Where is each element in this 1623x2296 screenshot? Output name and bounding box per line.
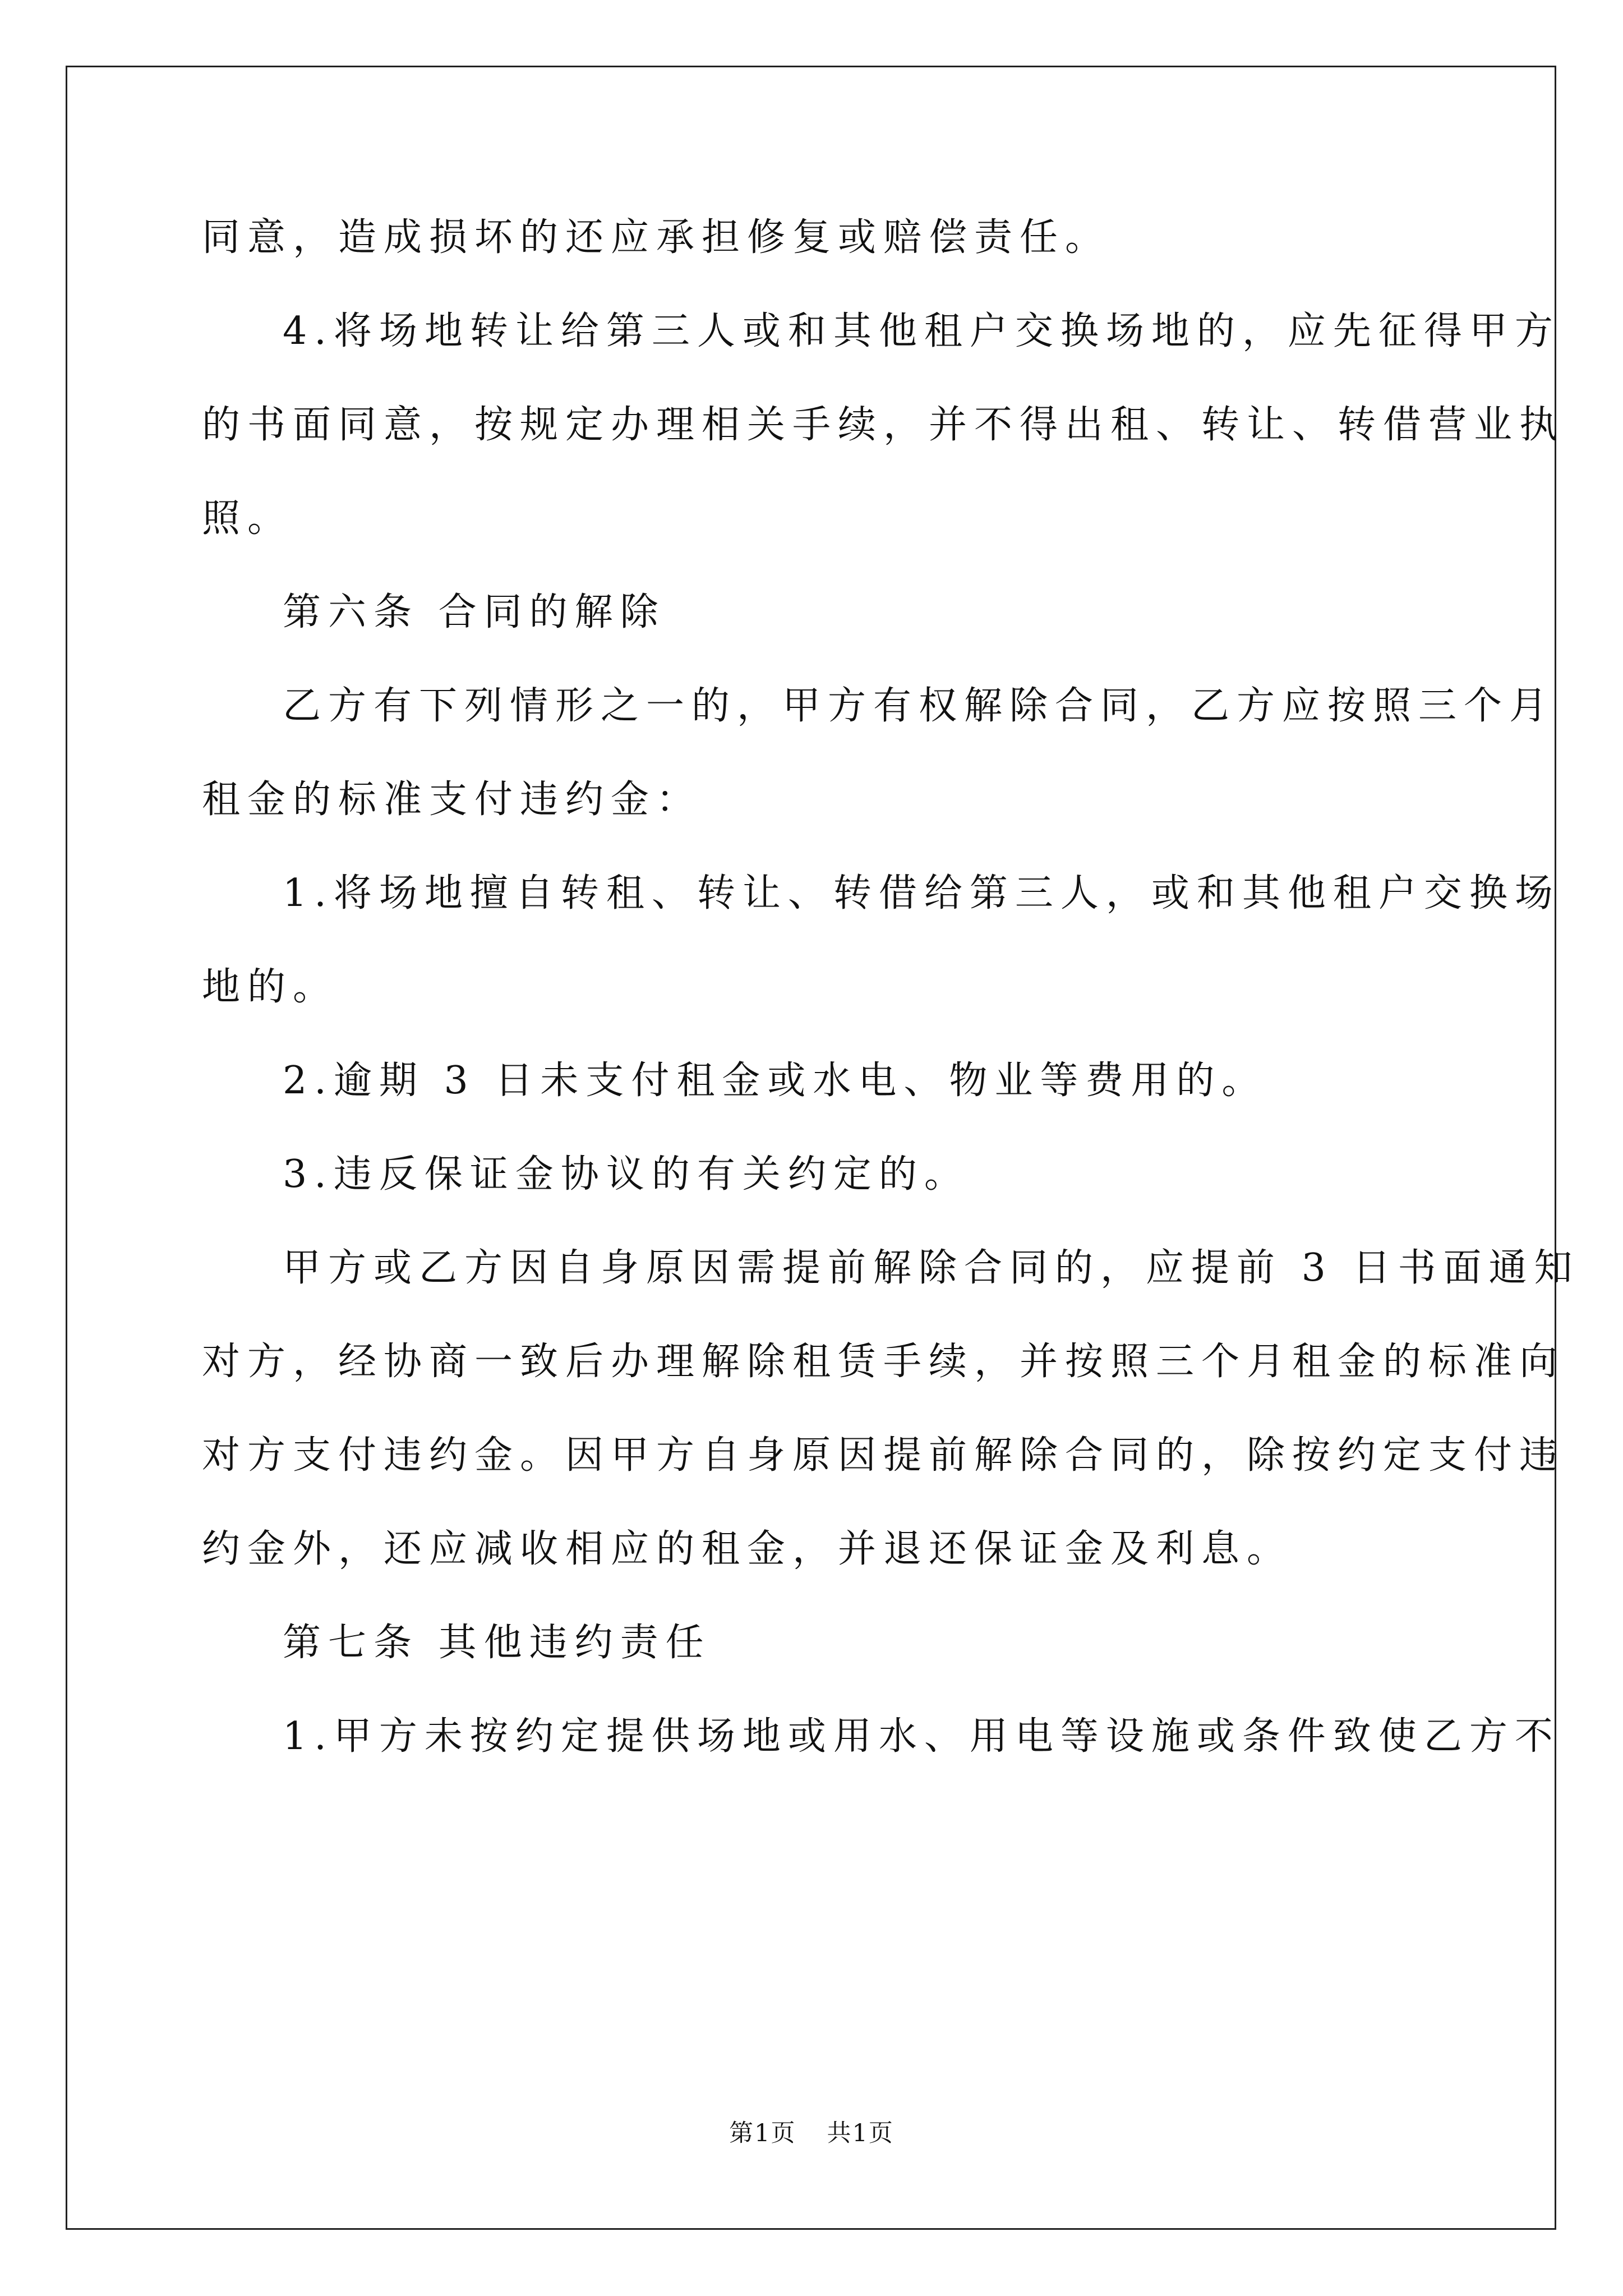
text-line: 地的。 (202, 965, 339, 1009)
text-line: 的书面同意，按规定办理相关手续，并不得出租、转让、转借营业执 (202, 403, 1565, 447)
text-line: 同意，造成损坏的还应承担修复或赔偿责任。 (202, 215, 1111, 260)
text-line: 对方，经协商一致后办理解除租赁手续，并按照三个月租金的标准向 (202, 1340, 1565, 1384)
list-item: 2.逾期 3 日未支付租金或水电、物业等费用的。 (283, 1059, 1267, 1103)
text-line: 对方支付违约金。因甲方自身原因提前解除合同的，除按约定支付违 (202, 1433, 1565, 1478)
text-line: 租金的标准支付违约金： (202, 777, 702, 822)
text-line: 乙方有下列情形之一的，甲方有权解除合同，乙方应按照三个月 (283, 684, 1555, 728)
document-body (202, 191, 1580, 1783)
list-item: 1.将场地擅自转租、转让、转借给第三人，或和其他租户交换场 (283, 871, 1560, 915)
text-line: 约金外，还应减收相应的租金，并退还保证金及利息。 (202, 1527, 1293, 1571)
list-item: 3.违反保证金协议的有关约定的。 (283, 1152, 970, 1197)
text-line: 照。 (202, 496, 293, 541)
page-footer (0, 2116, 1623, 2150)
text-line: 4.将场地转让给第三人或和其他租户交换场地的，应先征得甲方 (283, 309, 1560, 353)
section-heading: 第六条 合同的解除 (283, 590, 666, 634)
list-item: 1.甲方未按约定提供场地或用水、用电等设施或条件致使乙方不 (283, 1714, 1560, 1759)
page-number: 第1页 (729, 2119, 796, 2147)
page-total: 共1页 (827, 2119, 894, 2147)
section-heading: 第七条 其他违约责任 (283, 1621, 711, 1665)
text-line: 甲方或乙方因自身原因需提前解除合同的，应提前 3 日书面通知 (283, 1246, 1580, 1290)
